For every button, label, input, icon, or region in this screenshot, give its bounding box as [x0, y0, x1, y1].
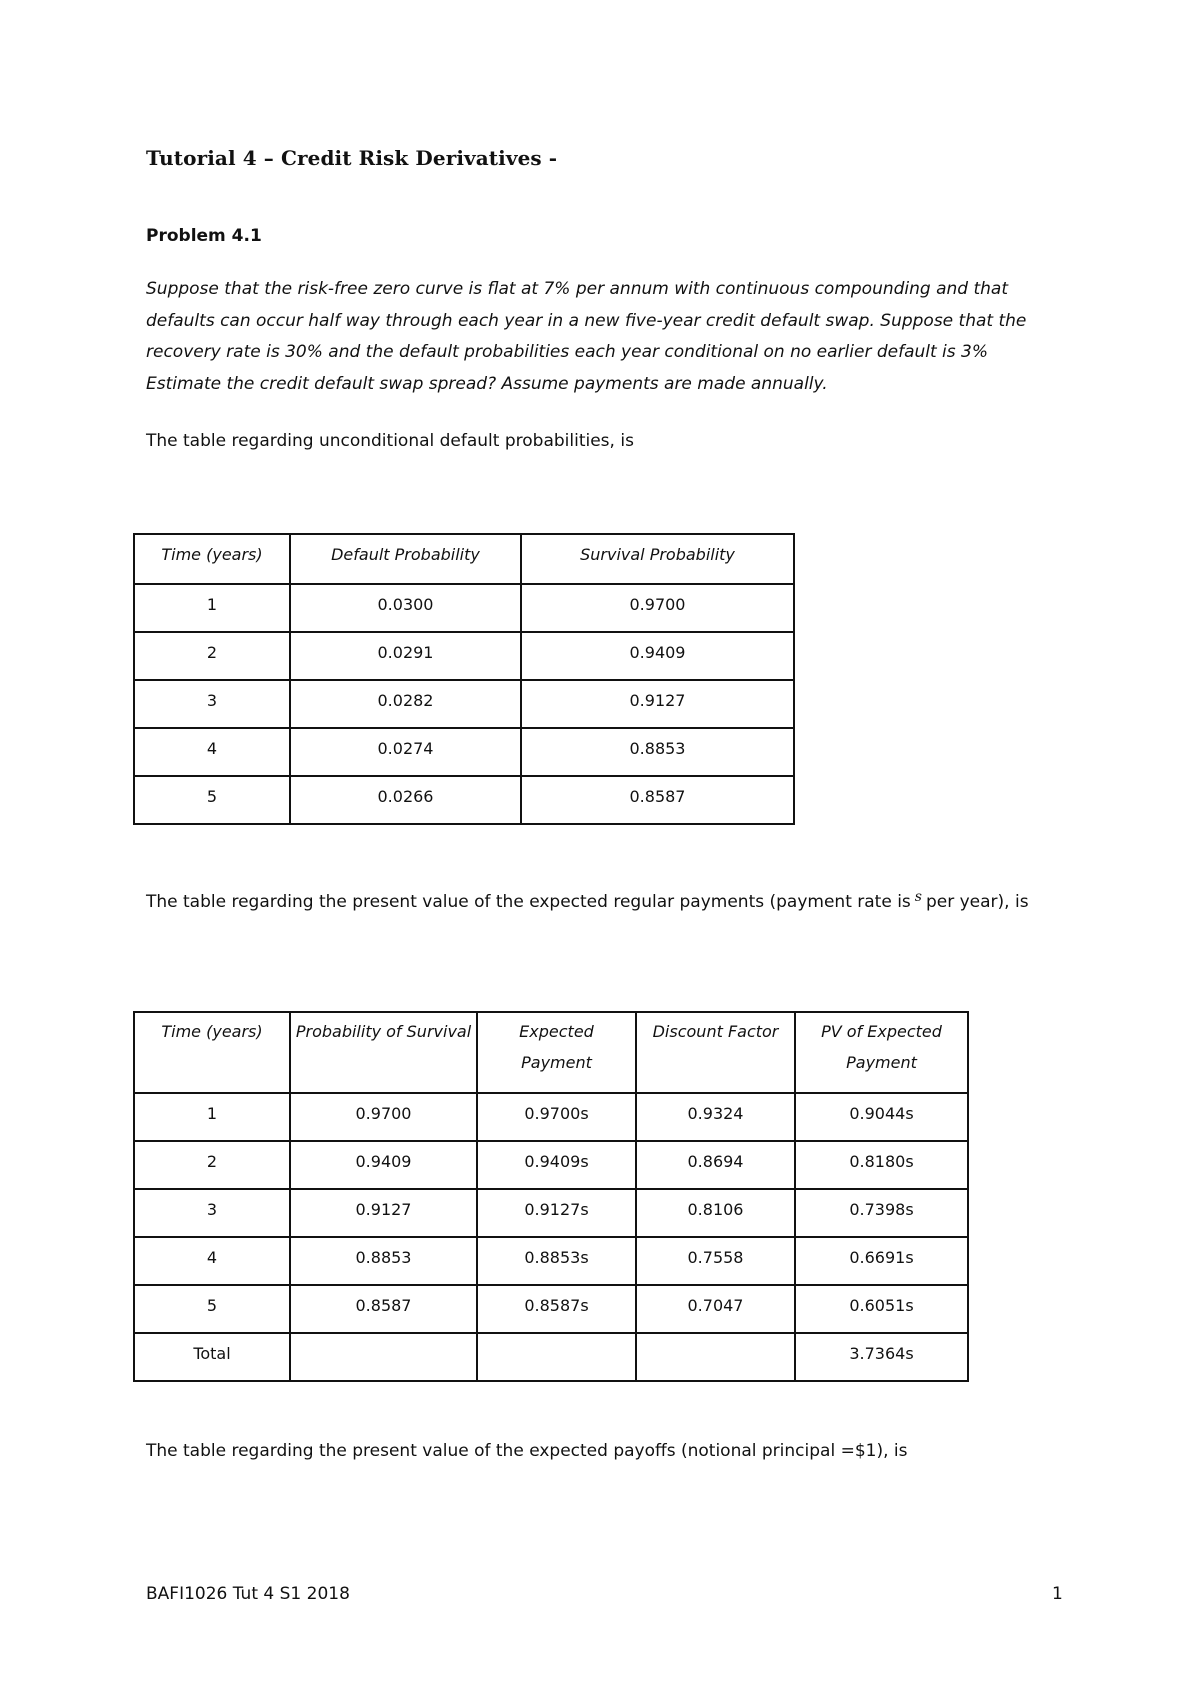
table-cell: 0.8853: [521, 728, 794, 776]
table-cell: 0.9044s: [795, 1093, 968, 1141]
table-cell: 0.8853s: [477, 1237, 636, 1285]
table-cell: 0.0291: [290, 632, 521, 680]
intro-text-after: per year), is: [925, 892, 1029, 912]
table-cell: 0.7398s: [795, 1189, 968, 1237]
table-cell: 0.6691s: [795, 1237, 968, 1285]
table-cell: 0.6051s: [795, 1285, 968, 1333]
column-header: Time (years): [134, 534, 290, 584]
column-header: Expected Payment: [477, 1012, 636, 1093]
table-cell: 0.9700: [521, 584, 794, 632]
table-cell: 0.9127s: [477, 1189, 636, 1237]
table-cell: 0.8587: [290, 1285, 477, 1333]
table-cell: 3: [134, 1189, 290, 1237]
table-cell: [290, 1333, 477, 1381]
intro-text-before: The table regarding the present value of the expected regular payments (payment rate is: [146, 892, 911, 912]
table-cell: 0.9127: [521, 680, 794, 728]
table-cell: [636, 1333, 795, 1381]
table-cell: 0.0282: [290, 680, 521, 728]
table-row: [134, 584, 794, 632]
column-header: Default Probability: [290, 534, 521, 584]
table-cell: 1: [134, 1093, 290, 1141]
table-cell: 4: [134, 728, 290, 776]
table-cell: 0.8694: [636, 1141, 795, 1189]
table-row: [134, 728, 794, 776]
table-cell: 0.7558: [636, 1237, 795, 1285]
table-cell: 1: [134, 584, 290, 632]
column-header: Discount Factor: [636, 1012, 795, 1093]
table-cell: 0.8853: [290, 1237, 477, 1285]
table-cell: 0.7047: [636, 1285, 795, 1333]
table-cell: 3: [134, 680, 290, 728]
table-header-row: [134, 534, 794, 584]
table-row: [134, 1093, 968, 1141]
payment-rate-variable: s: [914, 889, 922, 905]
table-cell: 0.9324: [636, 1093, 795, 1141]
column-header: Probability of Survival: [290, 1012, 477, 1093]
table-cell: 5: [134, 776, 290, 824]
table-cell: 0.0274: [290, 728, 521, 776]
table-cell: 0.8106: [636, 1189, 795, 1237]
table-cell: 3.7364s: [795, 1333, 968, 1381]
table-cell: 0.8587: [521, 776, 794, 824]
table-cell: [477, 1333, 636, 1381]
column-header: Survival Probability: [521, 534, 794, 584]
default-probability-table: [133, 533, 795, 825]
table-cell: 0.9409: [521, 632, 794, 680]
table-cell: Total: [134, 1333, 290, 1381]
default-table-intro: The table regarding unconditional default probabilities, is: [146, 431, 634, 451]
table-row: [134, 1189, 968, 1237]
problem-statement: Suppose that the risk-free zero curve is flat at 7% per annum with continuous compounding and that defaults can occur half way through each year in a new five-year credit default swap. Suppose that the recovery rate is 30% and the default probabilities each year conditional on no earlier default is 3% Estimate the credit default swap spread? Assume payments are made annually.: [146, 279, 1027, 394]
table-row: [134, 776, 794, 824]
table-cell: 0.0300: [290, 584, 521, 632]
table-cell: 0.8180s: [795, 1141, 968, 1189]
payoff-table-intro: The table regarding the present value of the expected payoffs (notional principal =$1), is: [146, 1441, 908, 1461]
footer-course-label: BAFI1026 Tut 4 S1 2018: [146, 1584, 350, 1604]
table-cell: 0.8587s: [477, 1285, 636, 1333]
table-row: [134, 1141, 968, 1189]
problem-heading: Problem 4.1: [146, 226, 262, 246]
table-cell: 0.9409: [290, 1141, 477, 1189]
table-cell: 5: [134, 1285, 290, 1333]
table-row: [134, 632, 794, 680]
expected-payment-table: [133, 1011, 969, 1382]
table-cell: 4: [134, 1237, 290, 1285]
column-header: PV of Expected Payment: [795, 1012, 968, 1093]
table-row: [134, 1285, 968, 1333]
table-cell: 0.9127: [290, 1189, 477, 1237]
table-total-row: [134, 1333, 968, 1381]
table-cell: 0.9700: [290, 1093, 477, 1141]
table-cell: 2: [134, 1141, 290, 1189]
page-number: 1: [1052, 1584, 1063, 1604]
table-cell: 0.0266: [290, 776, 521, 824]
column-header: Time (years): [134, 1012, 290, 1093]
table-cell: 0.9700s: [477, 1093, 636, 1141]
table-cell: 2: [134, 632, 290, 680]
payment-table-intro: [146, 882, 1046, 919]
table-cell: 0.9409s: [477, 1141, 636, 1189]
table-row: [134, 1237, 968, 1285]
table-row: [134, 680, 794, 728]
document-title: Tutorial 4 – Credit Risk Derivatives -: [146, 146, 558, 170]
table-header-row: [134, 1012, 968, 1093]
